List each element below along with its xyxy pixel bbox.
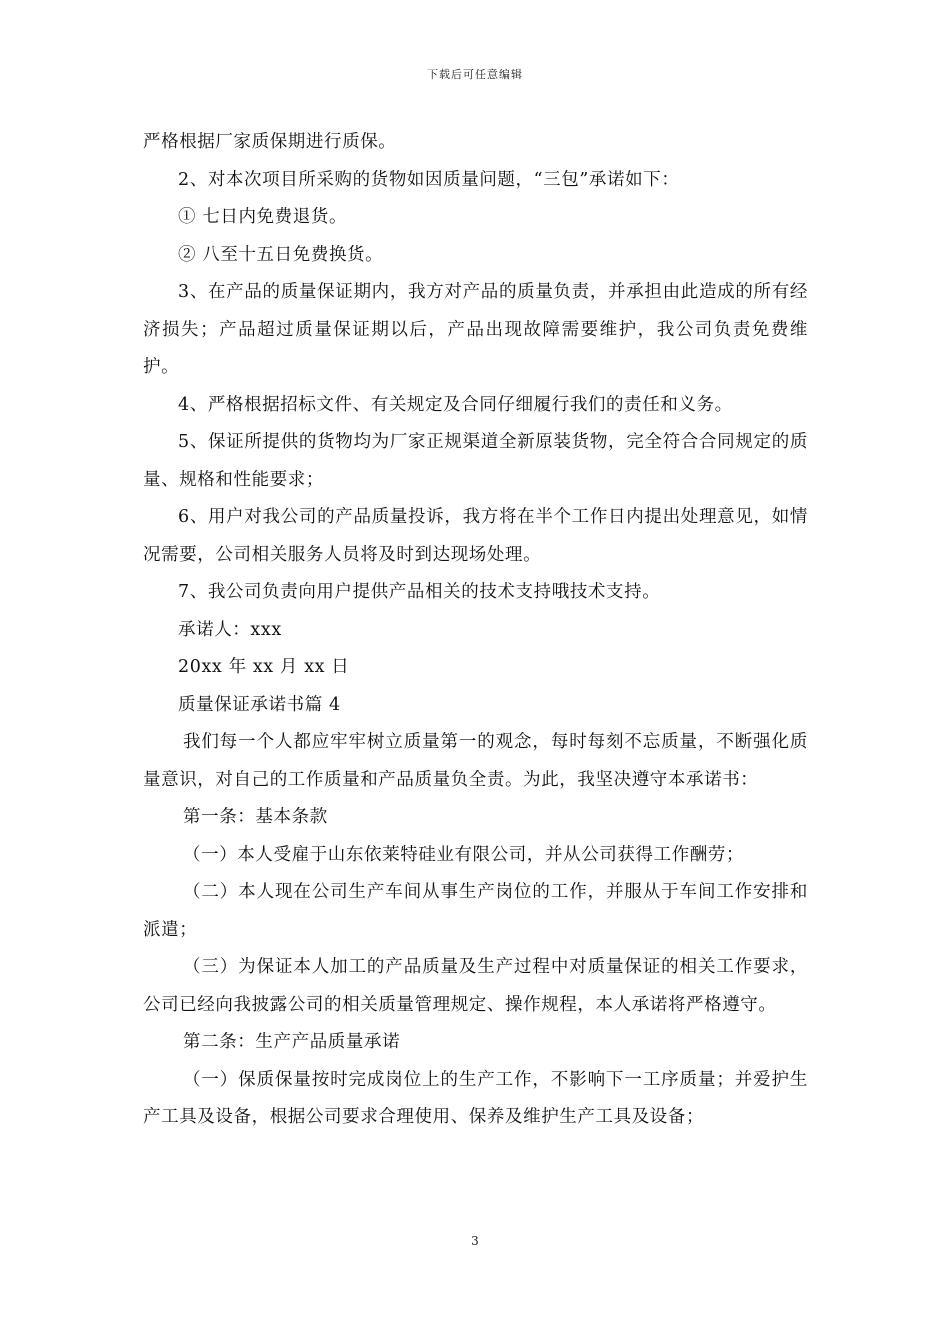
- paragraph-item-7: 7、我公司负责向用户提供产品相关的技术支持哦技术支持。: [178, 582, 661, 602]
- article-heading-1: 第一条：基本条款: [183, 807, 328, 827]
- paragraph-item-3: 3、在产品的质量保证期内，我方对产品的质量负责，并承担由此造成的所有经济损失；产品超过质量保证期以后，产品出现故障需要维护，我公司负责免费维护。: [143, 282, 808, 377]
- page-number: 3: [471, 1234, 479, 1248]
- paragraph-item-6: 6、用户对我公司的产品质量投诉，我方将在半个工作日内提出处理意见，如情况需要，公司相关服务人员将及时到达现场处理。: [143, 507, 808, 565]
- clause-2-1: （一）保质保量按时完成岗位上的生产工作，不影响下一工序质量；并爱护生产工具及设备，根据公司要求合理使用、保养及维护生产工具及设备；: [143, 1069, 808, 1127]
- page-header: 下载后可任意编辑: [427, 68, 523, 81]
- document-body: [143, 124, 808, 1137]
- clause-1-2: （二）本人现在公司生产车间从事生产岗位的工作，并服从于车间工作安排和派遣；: [143, 882, 808, 940]
- article-heading-2: 第二条：生产产品质量承诺: [183, 1032, 401, 1052]
- paragraph-item-4: 4、严格根据招标文件、有关规定及合同仔细履行我们的责任和义务。: [178, 394, 733, 415]
- paragraph-item-2: 2、对本次项目所采购的货物如因质量问题，“三包”承诺如下：: [178, 169, 680, 190]
- paragraph-sub-item-1: ① 七日内免费退货。: [178, 207, 348, 227]
- paragraph-sub-item-2: ② 八至十五日免费换货。: [178, 244, 384, 265]
- clause-1-3: （三）为保证本人加工的产品质量及生产过程中对质量保证的相关工作要求，公司已经向我披露公司的相关质量管理规定、操作规程，本人承诺将严格遵守。: [143, 957, 808, 1015]
- paragraph-intro: 我们每一个人都应牢牢树立质量第一的观念，每时每刻不忘质量，不断强化质量意识，对自己的工作质量和产品质量负全责。为此，我坚决遵守本承诺书：: [143, 732, 808, 790]
- date-line: 20xx 年 xx 月 xx 日: [178, 657, 350, 677]
- section-title: 质量保证承诺书篇 4: [178, 694, 341, 715]
- paragraph-warranty-continuation: 严格根据厂家质保期进行质保。: [143, 132, 397, 152]
- signatory-line: 承诺人：xxx: [178, 619, 282, 640]
- paragraph-item-5: 5、保证所提供的货物均为厂家正规渠道全新原装货物，完全符合合同规定的质量、规格和性能要求；: [143, 432, 808, 490]
- clause-1-1: （一）本人受雇于山东依莱特硅业有限公司，并从公司获得工作酬劳；: [183, 844, 745, 865]
